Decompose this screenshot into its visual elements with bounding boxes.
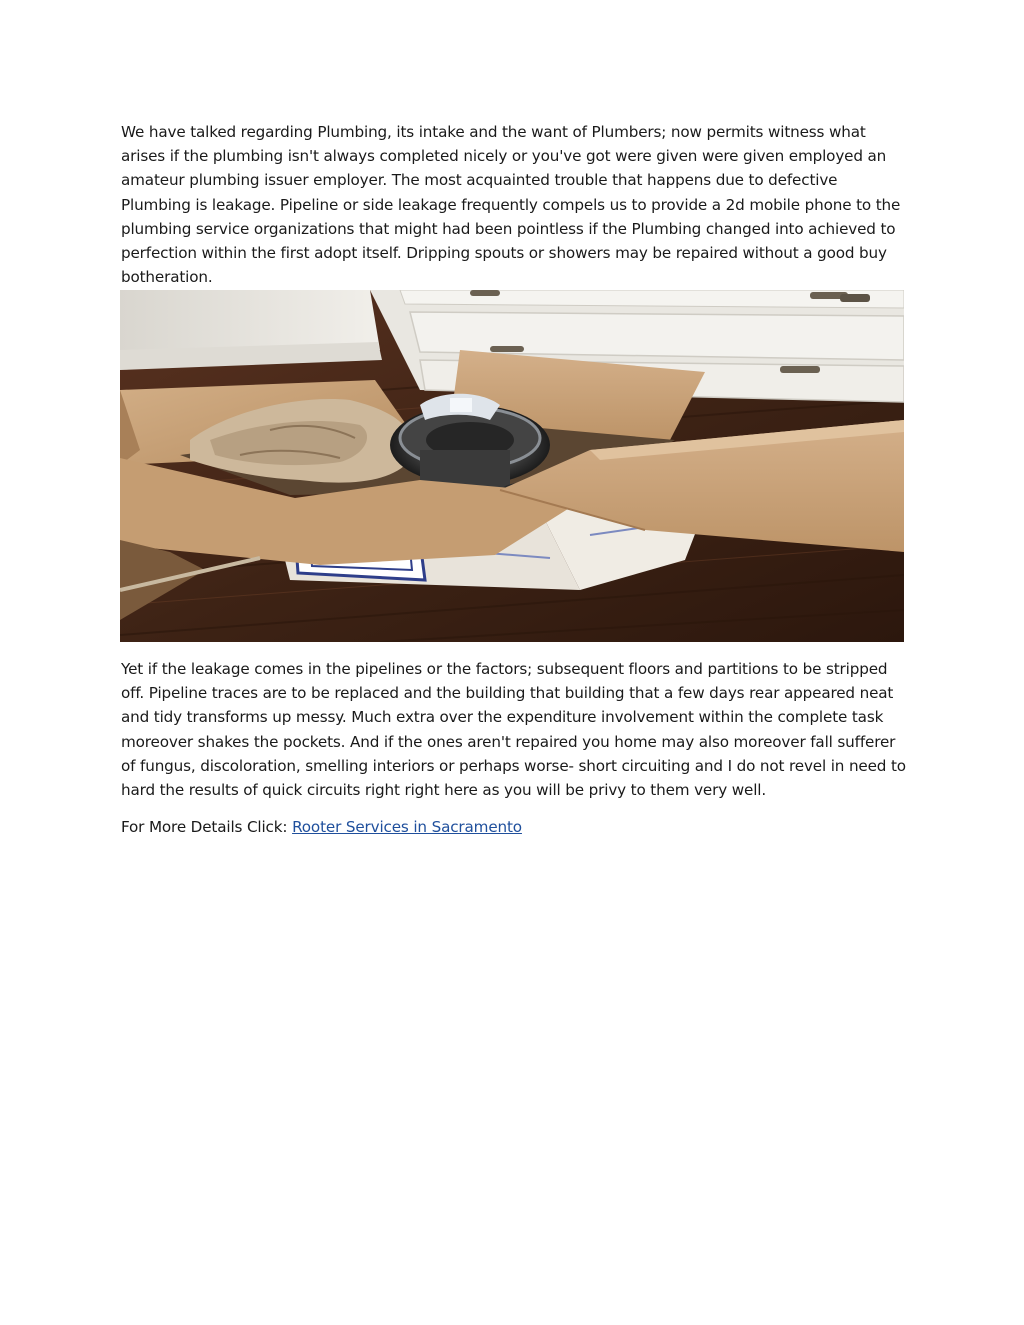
photo-illustration (120, 290, 904, 642)
paragraph-intro: We have talked regarding Plumbing, its intake and the want of Plumbers; now permits witness what arises if the plumbing isn't always completed nicely or you've got were given were given employed an amateur plumbing issuer employer. The most acquainted trouble that happens due to defective Plumbing is leakage. Pipeline or side leakage frequently compels us to provide a 2d mobile phone to the plumbing service organizations that might had been pointless if the Plumbing changed into achieved to perfection within the first adopt itself. Dripping spouts or showers may be repaired without a good buy botheration. (121, 123, 901, 287)
details-prefix: For More Details Click: (121, 818, 293, 836)
paragraph-leakage: Yet if the leakage comes in the pipelines or the factors; subsequent floors and partitions to be stripped off. Pipeline traces are to be replaced and the building that building that a few days rear appeared neat and tidy transforms up messy. Much extra over the expenditure involvement within the complete task moreover shakes the pockets. And if the ones aren't repaired you home may also moreover fall sufferer of fungus, discoloration, smelling interiors or perhaps worse- short circuiting and I do not revel in need to hard the results of quick circuits right right here as you will be privy to them very well. (121, 660, 906, 800)
rooter-services-link[interactable]: Rooter Services in Sacramento (292, 818, 522, 836)
photo-cardboard-box (120, 290, 904, 642)
details-line (121, 815, 522, 839)
